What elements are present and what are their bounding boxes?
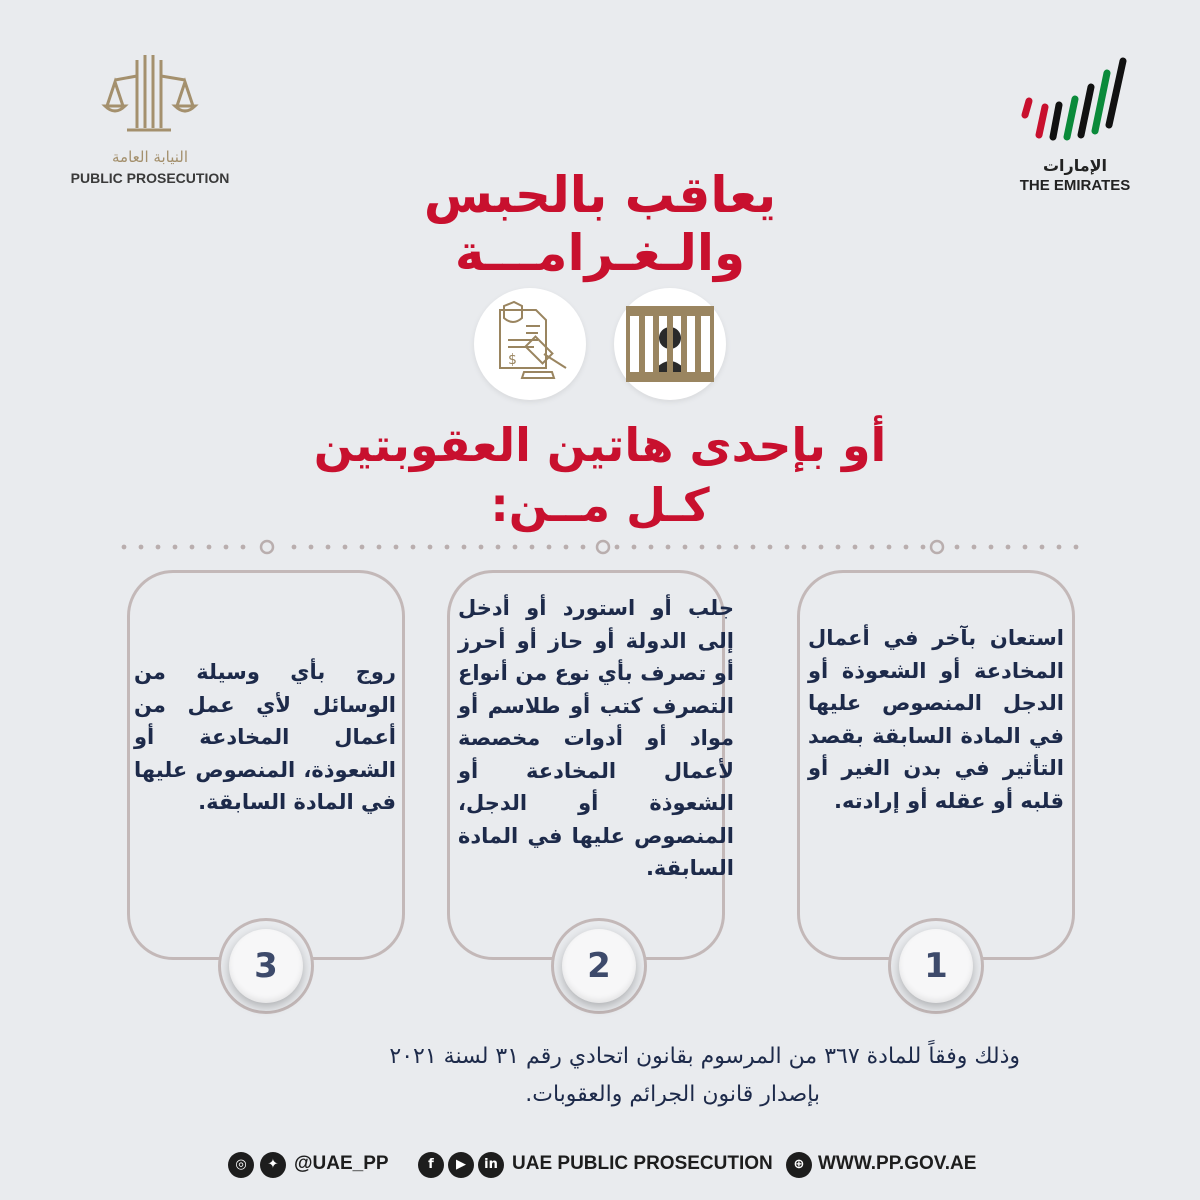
divider-dot: [564, 545, 569, 550]
divider-dot: [734, 545, 739, 550]
prosecution-name-ar: النيابة العامة: [112, 148, 188, 166]
divider-dot: [751, 545, 756, 550]
divider-dot: [462, 545, 467, 550]
facebook-icon[interactable]: f: [418, 1152, 444, 1178]
divider-dot: [649, 545, 654, 550]
divider-dot: [1006, 545, 1011, 550]
divider-dot: [615, 545, 620, 550]
divider-dot: [853, 545, 858, 550]
divider-dot: [819, 545, 824, 550]
headline-line-1: يعاقب بالحبس: [423, 166, 777, 224]
divider-dot: [224, 545, 229, 550]
divider-dot: [360, 545, 365, 550]
item-number-1: 1: [899, 929, 973, 1003]
divider-dot: [1023, 545, 1028, 550]
legal-reference-line-1: وذلك وفقاً للمادة ٣٦٧ من المرسوم بقانون اتحادي رقم ٣١ لسنة ٢٠٢١: [389, 1044, 1020, 1069]
dotted-divider: [120, 539, 1080, 559]
divider-dot: [632, 545, 637, 550]
headline-line-2: والـغـرامـــة: [454, 224, 746, 282]
emirates-stripes-icon: [1015, 55, 1135, 150]
divider-dot: [445, 545, 450, 550]
divider-dot: [683, 545, 688, 550]
youtube-icon[interactable]: ▶: [448, 1152, 474, 1178]
prosecution-name-en: PUBLIC PROSECUTION: [70, 170, 230, 186]
divider-dot: [207, 545, 212, 550]
divider-dot: [173, 545, 178, 550]
divider-dot: [785, 545, 790, 550]
card-text-1: استعان بآخر في أعمال المخادعة أو الشعوذة أو الدجل المنصوص عليها في المادة السابقة بقصد التأثير في بدن الغير أو قلبه أو عقله أو إرادته.: [808, 626, 1064, 813]
divider-dot: [887, 545, 892, 550]
divider-dot: [955, 545, 960, 550]
divider-dot: [139, 545, 144, 550]
divider-dot: [292, 545, 297, 550]
linkedin-icon[interactable]: in: [478, 1152, 504, 1178]
divider-dot: [309, 545, 314, 550]
item-number-2: 2: [562, 929, 636, 1003]
divider-dot: [496, 545, 501, 550]
fine-icon-circle: [474, 288, 586, 400]
divider-dot: [530, 545, 535, 550]
divider-dot: [921, 545, 926, 550]
divider-dot: [870, 545, 875, 550]
emirates-name-ar: الإمارات: [1042, 156, 1108, 175]
the-emirates-logo: [1000, 55, 1150, 194]
headline-line-4: كـل مــن:: [490, 478, 710, 532]
divider-dot: [768, 545, 773, 550]
scales-of-justice-icon: [95, 50, 205, 140]
divider-dot: [802, 545, 807, 550]
divider-dot: [972, 545, 977, 550]
divider-dot: [700, 545, 705, 550]
twitter-icon[interactable]: ✦: [260, 1152, 286, 1178]
legal-reference-line-2: بإصدار قانون الجرائم والعقوبات.: [525, 1082, 820, 1107]
organization-name[interactable]: UAE PUBLIC PROSECUTION: [512, 1153, 773, 1174]
instagram-icon[interactable]: ◎: [228, 1152, 254, 1178]
divider-dot: [513, 545, 518, 550]
social-footer: [220, 1150, 1000, 1184]
headline-line-3: أو بإحدى هاتين العقوبتين: [313, 418, 887, 472]
jail-icon-circle: [614, 288, 726, 400]
divider-dot: [989, 545, 994, 550]
jail-bars-icon: [614, 288, 726, 400]
website-link[interactable]: WWW.PP.GOV.AE: [818, 1153, 977, 1174]
social-handle[interactable]: @UAE_PP: [294, 1153, 389, 1174]
divider-dot: [394, 545, 399, 550]
divider-dot: [122, 545, 127, 550]
divider-dot: [581, 545, 586, 550]
divider-dot: [156, 545, 161, 550]
divider-dot: [377, 545, 382, 550]
card-text-2: جلب أو استورد أو أدخل إلى الدولة أو حاز أو أحرز أو تصرف بأي نوع من أنواع التصرف كتب أو طلاسم أو مواد أو أدوات مخصصة لأعمال المخادعة أو الشعوذة أو الدجل، المنصوص عليها في المادة السابقة.: [458, 596, 734, 880]
fine-document-gavel-icon: [474, 288, 586, 400]
divider-dot: [241, 545, 246, 550]
divider-dot: [190, 545, 195, 550]
divider-dot: [717, 545, 722, 550]
divider-dot: [326, 545, 331, 550]
divider-dot: [836, 545, 841, 550]
divider-dot: [904, 545, 909, 550]
svg-text:$: $: [508, 352, 517, 368]
divider-dot: [1074, 545, 1079, 550]
divider-dot: [343, 545, 348, 550]
divider-dot: [1040, 545, 1045, 550]
globe-icon[interactable]: ⊕: [786, 1152, 812, 1178]
public-prosecution-logo: [40, 50, 260, 186]
divider-dot: [428, 545, 433, 550]
divider-dot: [547, 545, 552, 550]
item-number-3: 3: [229, 929, 303, 1003]
emirates-name-en: THE EMIRATES: [1019, 177, 1131, 194]
divider-dot: [666, 545, 671, 550]
divider-dot: [479, 545, 484, 550]
card-text-3: روج بأي وسيلة من الوسائل لأي عمل من أعمال المخادعة أو الشعوذة، المنصوص عليها في المادة السابقة.: [134, 660, 396, 814]
divider-dot: [1057, 545, 1062, 550]
divider-dot: [411, 545, 416, 550]
